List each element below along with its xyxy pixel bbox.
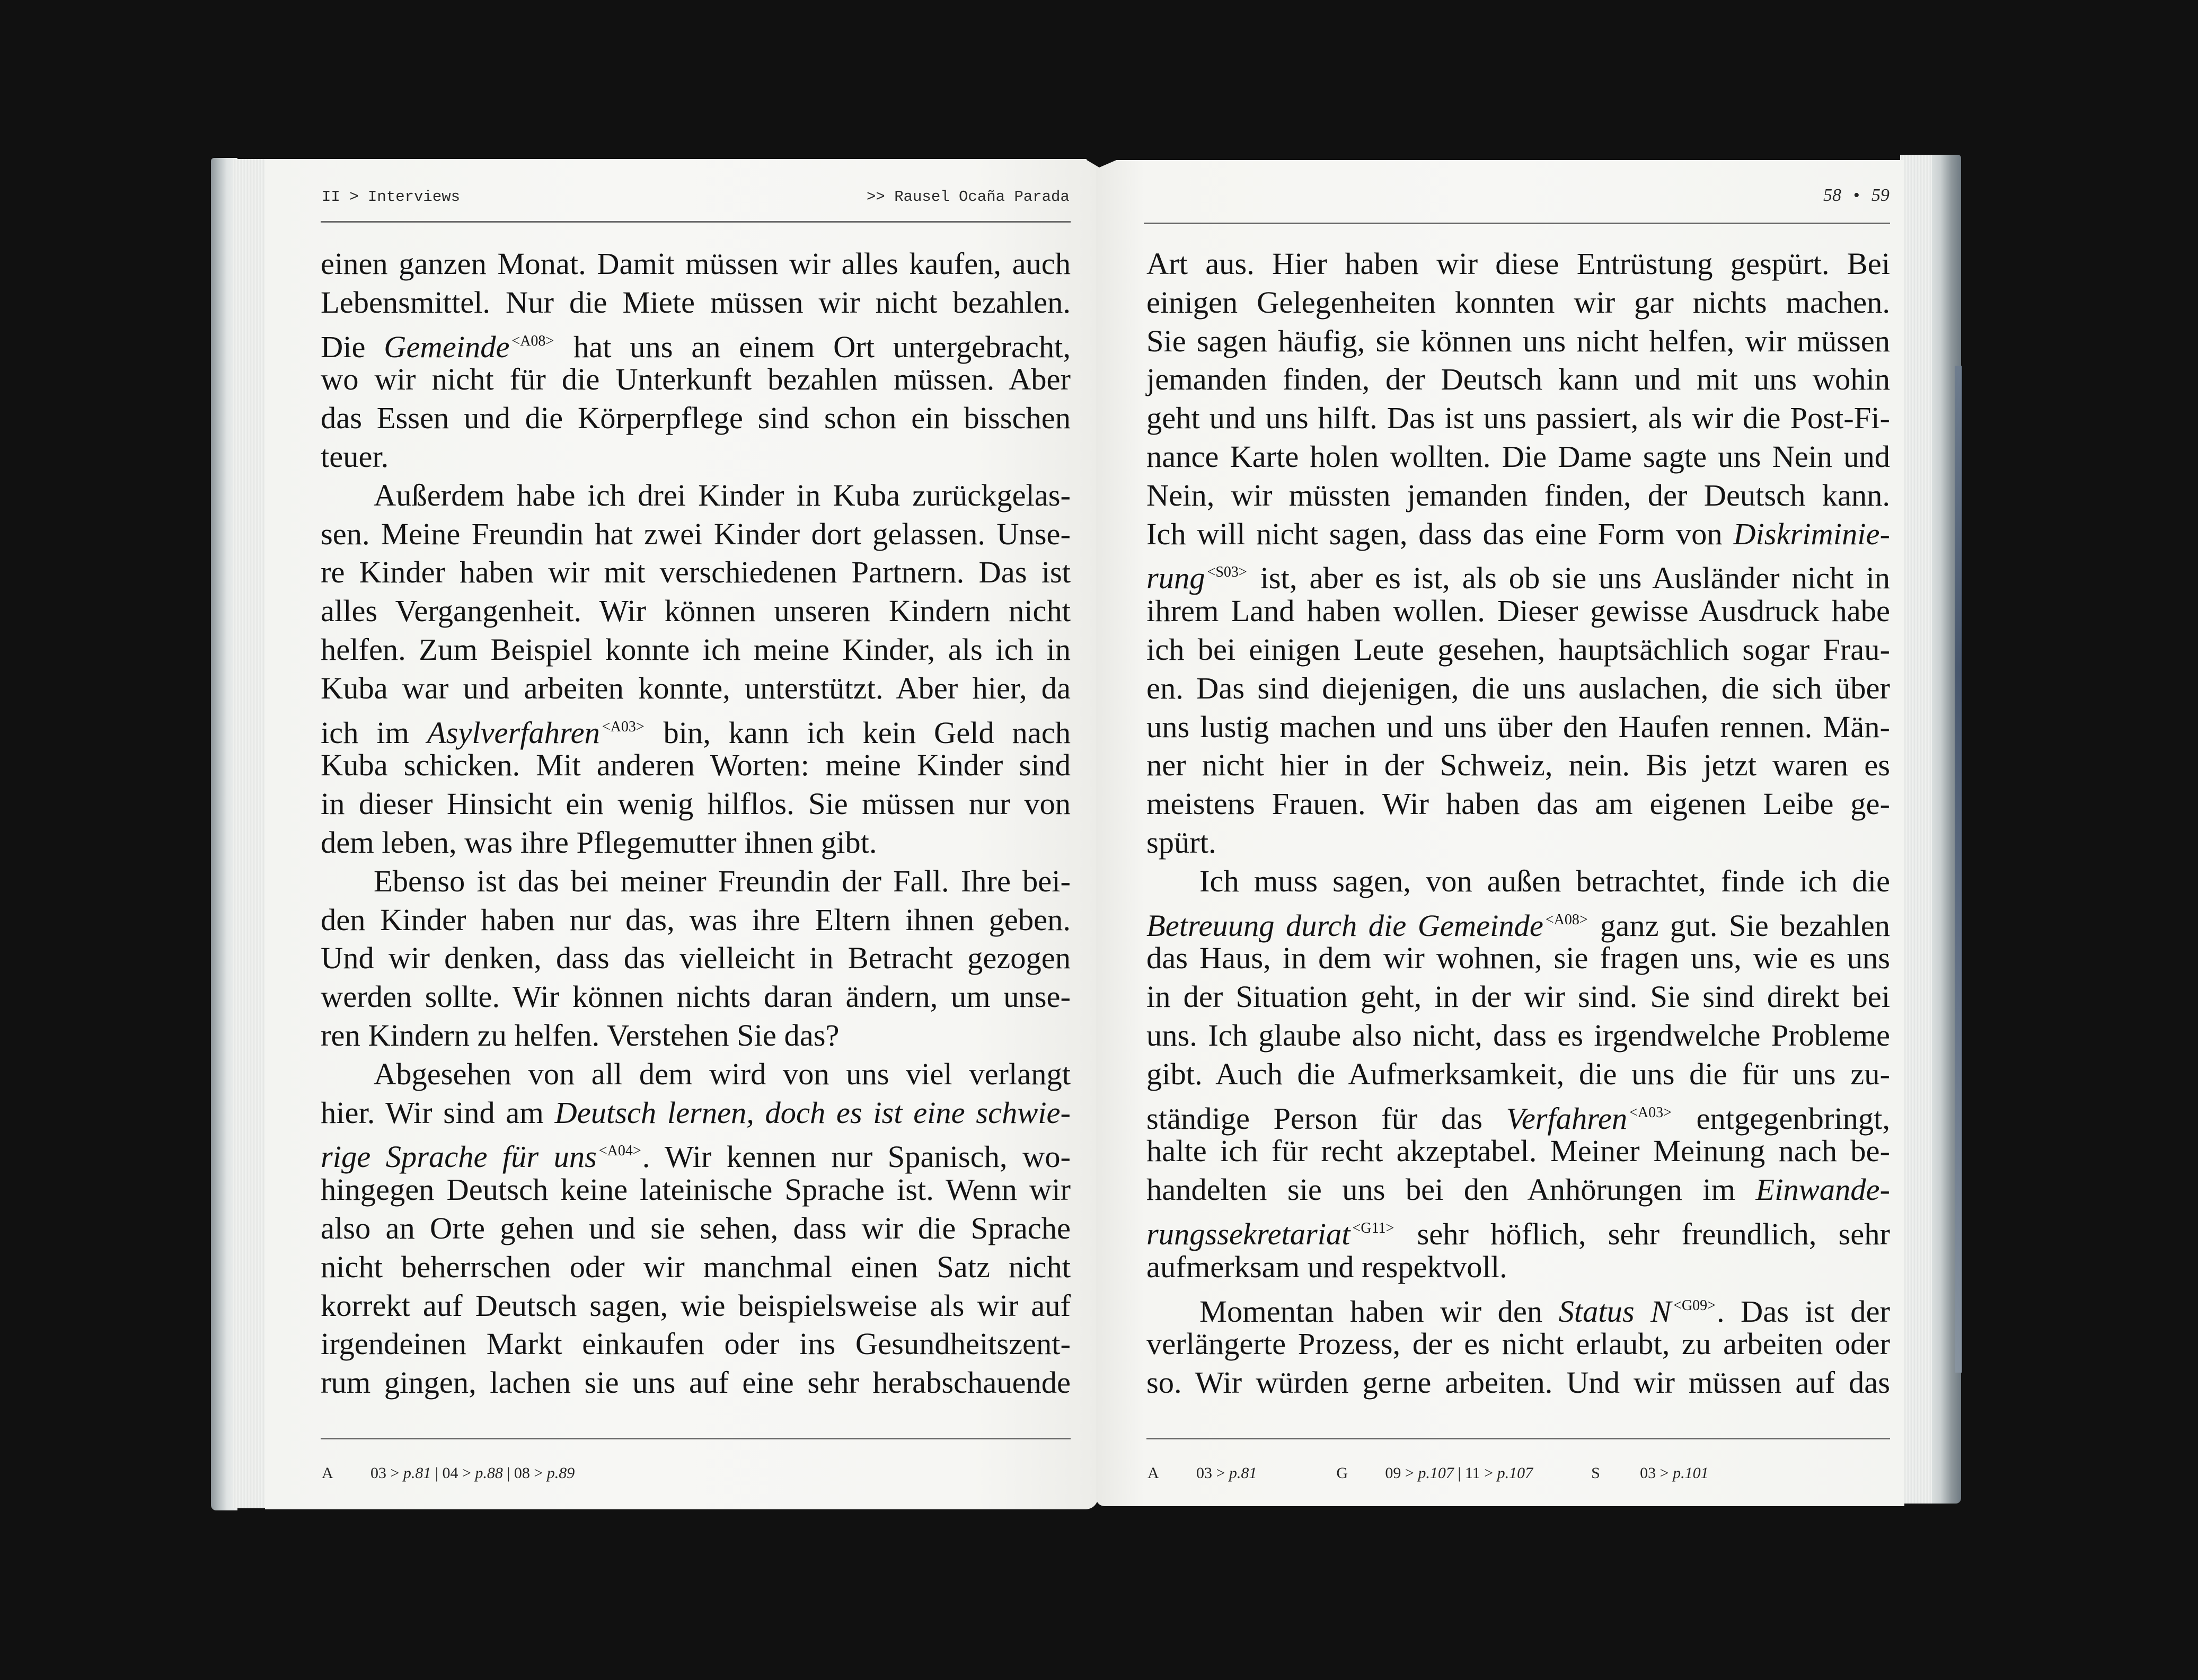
text-line: ich im Asylverfahren $^{<A03>}$ bin, kann ich kein Geld nach bbox=[321, 715, 1071, 750]
text-line: Kuba war und arbeiten konnte, unterstützt. Aber hier, da bbox=[321, 670, 1071, 705]
text-line: sen. Meine Freundin hat zwei Kinder dort gelassen. Unse- bbox=[321, 516, 1071, 551]
text-line: meistens Frauen. Wir haben das am eigenen Leibe ge- bbox=[1146, 786, 1890, 821]
body-text-left bbox=[321, 245, 1071, 1402]
text-line: Art aus. Hier haben wir diese Entrüstung gespürt. Bei bbox=[1146, 246, 1890, 281]
glossary-refs-left bbox=[322, 1464, 575, 1482]
text-line: uns. Ich glaube also nicht, dass es irgendwelche Probleme bbox=[1146, 1018, 1890, 1053]
text-line: rum gingen, lachen sie uns auf eine sehr herabschauende bbox=[321, 1365, 1071, 1400]
text-line: helfen. Zum Beispiel konnte ich meine Kinder, als ich in bbox=[321, 632, 1071, 667]
text-line: halte ich für recht akzeptabel. Meiner Meinung nach be- bbox=[1146, 1134, 1890, 1169]
text-line: geht und uns hilft. Das ist uns passiert, als wir die Post-Fi- bbox=[1146, 401, 1890, 436]
text-line: Die Gemeinde $^{<A08>}$ hat uns an einem Ort untergebracht, bbox=[321, 329, 1071, 364]
text-line: einen ganzen Monat. Damit müssen wir alles kaufen, auch bbox=[321, 246, 1071, 281]
ref-number: 03 > bbox=[370, 1464, 403, 1482]
running-head-interviewee: >> Rausel Ocaña Parada bbox=[867, 188, 1070, 206]
ref-number: 08 > bbox=[514, 1464, 547, 1482]
text-line: teuer. bbox=[321, 439, 389, 474]
glossary-group bbox=[1147, 1464, 1257, 1482]
glossary-ref-marker: <A03> bbox=[602, 718, 645, 735]
text-line: werden sollte. Wir können nichts daran ändern, um unse- bbox=[321, 979, 1071, 1014]
text-line: uns lustig machen und uns über den Haufen rennen. Män- bbox=[1146, 709, 1890, 744]
text-line: irgendeinen Markt einkaufen oder ins Gesundheitszent- bbox=[321, 1327, 1071, 1361]
page-ref: p.107 bbox=[1418, 1464, 1454, 1482]
text-line: einigen Gelegenheiten konnten wir gar nichts machen. bbox=[1146, 285, 1890, 320]
glossary-term: Gemeinde bbox=[384, 329, 510, 364]
page-stack-right-fore-edge bbox=[1900, 155, 1932, 1504]
glossary-refs-right bbox=[1147, 1464, 1709, 1482]
footer-rule-left bbox=[321, 1438, 1071, 1439]
page-numbers: 58 • 59 bbox=[1823, 185, 1890, 205]
ref-number: 03 > bbox=[1196, 1464, 1229, 1482]
text-line: rungssekretariat $^{<G11>}$ sehr höflich, sehr freundlich, sehr bbox=[1146, 1216, 1890, 1251]
header-rule-right bbox=[1144, 223, 1890, 224]
text-line: ihrem Land haben wollen. Dieser gewisse Ausdruck habe bbox=[1146, 594, 1890, 629]
glossary-term: rige Sprache für uns bbox=[321, 1139, 597, 1174]
text-line: Ebenso ist das bei meiner Freundin der Fall. Ihre bei- bbox=[374, 863, 1071, 898]
text-line: korrekt auf Deutsch sagen, wie beispielsweise als wir auf bbox=[321, 1288, 1071, 1323]
text-line: Ich muss sagen, von außen betrachtet, finde ich die bbox=[1199, 863, 1890, 898]
glossary-section-letter: A bbox=[322, 1464, 333, 1482]
text-line: Ich will nicht sagen, dass das eine Form von Diskriminie- bbox=[1146, 516, 1890, 551]
ref-number: 11 > bbox=[1464, 1464, 1497, 1482]
text-line: ner nicht hier in der Schweiz, nein. Bis jetzt waren es bbox=[1146, 748, 1890, 783]
text-line: das Essen und die Körperpflege sind schon ein bisschen bbox=[321, 401, 1071, 436]
glossary-section-letter: G bbox=[1336, 1464, 1348, 1482]
text-line: spürt. bbox=[1146, 825, 1216, 860]
text-line: hier. Wir sind am Deutsch lernen, doch es ist eine schwie- bbox=[321, 1095, 1071, 1130]
text-line: Nein, wir müssten jemanden finden, der Deutsch kann. bbox=[1146, 478, 1890, 512]
page-ref: p.88 bbox=[475, 1464, 503, 1482]
glossary-term: rungssekretariat bbox=[1146, 1216, 1350, 1251]
glossary-term: Deutsch lernen, doch es ist eine schwie- bbox=[554, 1095, 1071, 1130]
text-line: hingegen Deutsch keine lateinische Sprache ist. Wenn wir bbox=[321, 1172, 1071, 1207]
text-line: Und wir denken, dass das vielleicht in Betracht gezogen bbox=[321, 941, 1071, 976]
text-line: das Haus, in dem wir wohnen, sie fragen uns, wie es uns bbox=[1146, 941, 1890, 976]
glossary-ref-marker: <A08> bbox=[1545, 911, 1588, 928]
text-line: ständige Person für das Verfahren $^{<A03>}$ entgegenbringt, bbox=[1146, 1101, 1890, 1136]
text-line: in der Situation geht, in der wir sind. Sie sind direkt bei bbox=[1146, 979, 1890, 1014]
glossary-ref-marker: <A08> bbox=[511, 332, 554, 349]
text-line: alles Vergangenheit. Wir können unseren Kindern nicht bbox=[321, 594, 1071, 629]
text-line: in dieser Hinsicht ein wenig hilflos. Sie müssen nur von bbox=[321, 786, 1071, 821]
text-line: gibt. Auch die Aufmerksamkeit, die uns die für uns zu- bbox=[1146, 1056, 1890, 1091]
text-line: nicht beherrschen oder wir manchmal einen Satz nicht bbox=[321, 1249, 1071, 1284]
glossary-ref-marker: <A03> bbox=[1629, 1104, 1672, 1121]
text-line: so. Wir würden gerne arbeiten. Und wir müssen auf das bbox=[1146, 1365, 1890, 1400]
text-line: ich bei einigen Leute gesehen, hauptsächlich sogar Frau- bbox=[1146, 632, 1890, 667]
text-line: verlängerte Prozess, der es nicht erlaubt, zu arbeiten oder bbox=[1146, 1327, 1890, 1361]
text-line: rung $^{<S03>}$ ist, aber es ist, als ob sie uns Ausländer nicht in bbox=[1146, 561, 1890, 596]
text-line: Sie sagen häufig, sie können uns nicht helfen, wir müssen bbox=[1146, 323, 1890, 358]
page-ref: p.81 bbox=[403, 1464, 431, 1482]
separator: | bbox=[431, 1464, 443, 1482]
glossary-group bbox=[322, 1464, 575, 1482]
text-line: rige Sprache für uns $^{<A04>}$. Wir kennen nur Spanisch, wo- bbox=[321, 1139, 1071, 1174]
page-ref: p.101 bbox=[1673, 1464, 1709, 1482]
text-line: Kuba schicken. Mit anderen Worten: meine Kinder sind bbox=[321, 748, 1071, 783]
text-line: ren Kindern zu helfen. Verstehen Sie das? bbox=[321, 1018, 840, 1053]
glossary-section-letter: A bbox=[1147, 1464, 1159, 1482]
glossary-term: Einwande- bbox=[1755, 1172, 1890, 1207]
glossary-ref-marker: <A04> bbox=[598, 1143, 641, 1160]
glossary-section-letter: S bbox=[1591, 1464, 1600, 1482]
page-ref: p.81 bbox=[1229, 1464, 1257, 1482]
ref-number: 09 > bbox=[1385, 1464, 1418, 1482]
page-ref: p.89 bbox=[546, 1464, 575, 1482]
text-line: nance Karte holen wollten. Die Dame sagte uns Nein und bbox=[1146, 439, 1890, 474]
text-line: Außerdem habe ich drei Kinder in Kuba zurückgelas- bbox=[374, 478, 1071, 512]
text-line: Lebensmittel. Nur die Miete müssen wir nicht bezahlen. bbox=[321, 285, 1071, 320]
text-line: dem leben, was ihre Pflegemutter ihnen gibt. bbox=[321, 825, 877, 860]
text-line: Abgesehen von all dem wird von uns viel verlangt bbox=[374, 1056, 1071, 1091]
text-line: Betreuung durch die Gemeinde $^{<A08>}$ ganz gut. Sie bezahlen bbox=[1146, 908, 1890, 943]
ref-number: 03 > bbox=[1640, 1464, 1673, 1482]
text-line: den Kinder haben nur das, was ihre Eltern ihnen geben. bbox=[321, 902, 1071, 937]
glossary-term: Asylverfahren bbox=[427, 715, 600, 750]
glossary-ref-marker: <G11> bbox=[1352, 1219, 1394, 1236]
glossary-term: Verfahren bbox=[1506, 1101, 1628, 1136]
separator: | bbox=[1453, 1464, 1465, 1482]
text-line: handelten sie uns bei den Anhörungen im Einwande- bbox=[1146, 1172, 1890, 1207]
glossary-group bbox=[1336, 1464, 1533, 1482]
text-line: jemanden finden, der Deutsch kann und mit uns wohin bbox=[1146, 362, 1890, 397]
text-line: also an Orte gehen und sie sehen, dass wir die Sprache bbox=[321, 1210, 1071, 1245]
glossary-ref-marker: <S03> bbox=[1207, 564, 1247, 581]
separator: | bbox=[502, 1464, 514, 1482]
footer-rule-right bbox=[1146, 1438, 1890, 1439]
running-head-section: II > Interviews bbox=[322, 188, 461, 206]
glossary-term: Betreuung durch die Gemeinde bbox=[1146, 908, 1543, 943]
glossary-term: rung bbox=[1146, 561, 1205, 596]
ref-number: 04 > bbox=[442, 1464, 475, 1482]
text-line: en. Das sind diejenigen, die uns auslachen, die sich über bbox=[1146, 670, 1890, 705]
text-line: Momentan haben wir den Status N $^{<G09>}$. Das ist der bbox=[1199, 1294, 1890, 1329]
text-line: aufmerksam und respektvoll. bbox=[1146, 1249, 1507, 1284]
body-text-right bbox=[1146, 245, 1890, 1402]
page-ref: p.107 bbox=[1497, 1464, 1533, 1482]
cover-edge-strip bbox=[1955, 366, 1962, 1373]
text-line: re Kinder haben wir mit verschiedenen Partnern. Das ist bbox=[321, 555, 1071, 590]
glossary-term: Status N bbox=[1558, 1294, 1672, 1329]
glossary-term: Diskriminie- bbox=[1733, 516, 1890, 551]
glossary-group bbox=[1591, 1464, 1708, 1482]
header-rule-left bbox=[321, 221, 1071, 223]
text-line: wo wir nicht für die Unterkunft bezahlen müssen. Aber bbox=[321, 362, 1071, 397]
glossary-ref-marker: <G09> bbox=[1673, 1297, 1716, 1314]
